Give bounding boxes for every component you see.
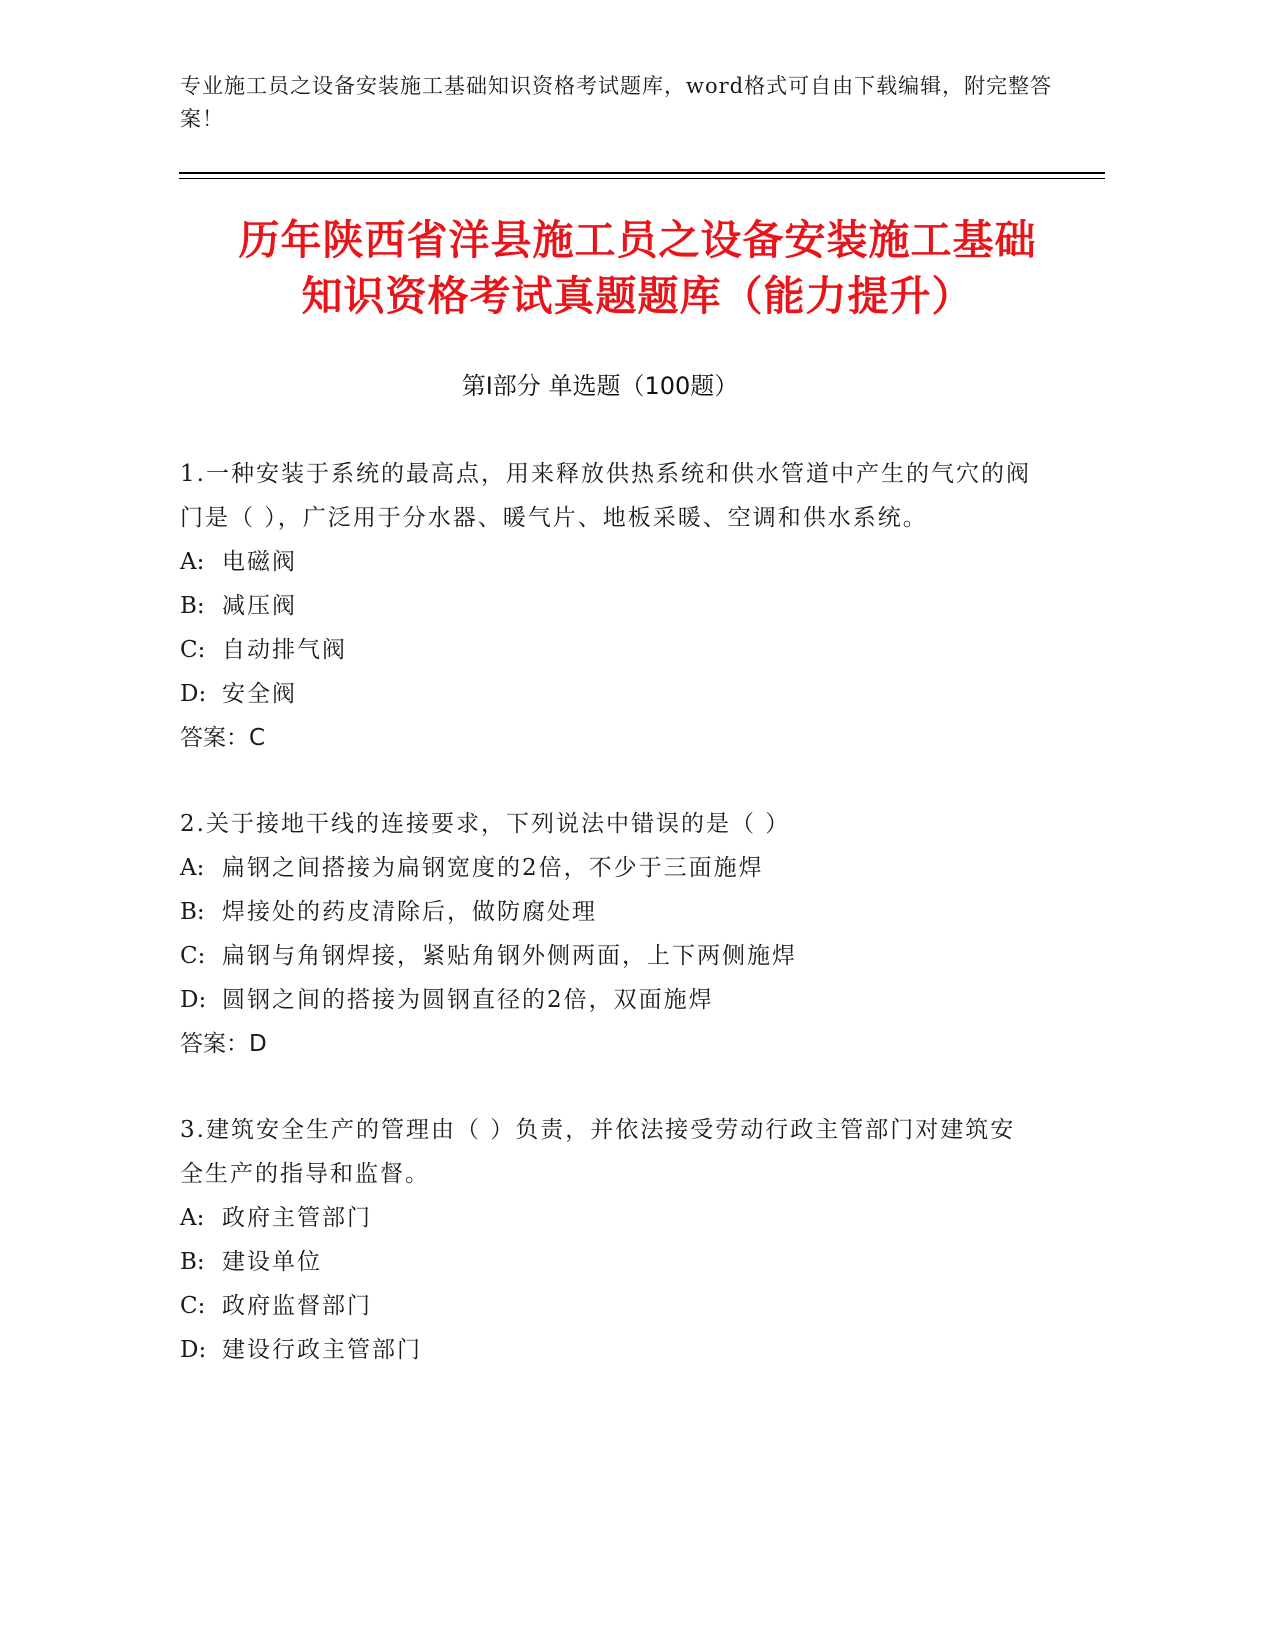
header-note: 专业施工员之设备安装施工基础知识资格考试题库，word格式可自由下载编辑，附完整答案！ (180, 74, 1053, 131)
question-list (180, 452, 1040, 1414)
answer-prefix: 答案： (180, 1031, 249, 1057)
option-c (180, 934, 1040, 978)
option-key: B: (180, 1249, 205, 1275)
question-3 (180, 1108, 1040, 1372)
option-key: B: (180, 593, 205, 619)
option-b (180, 584, 1040, 628)
document-title-line-1: 历年陕西省洋县施工员之设备安装施工基础 (238, 216, 1037, 264)
option-b (180, 1240, 1040, 1284)
option-text: 安全阀 (222, 681, 297, 707)
option-a (180, 540, 1040, 584)
option-text: 扁钢与角钢焊接，紧贴角钢外侧两面，上下两侧施焊 (222, 943, 797, 969)
section-title: 第Ⅰ部分 单选题（100题） (461, 372, 739, 400)
answer-prefix: 答案： (180, 725, 249, 751)
question-stem: 2.关于接地干线的连接要求，下列说法中错误的是（ ） (180, 811, 791, 837)
option-d (180, 978, 1040, 1022)
document-title-line-2: 知识资格考试真题题库（能力提升） (301, 272, 974, 320)
option-key: A: (180, 1205, 205, 1231)
option-text: 政府监督部门 (222, 1293, 372, 1319)
option-text: 自动排气阀 (222, 637, 347, 663)
option-text: 圆钢之间的搭接为圆钢直径的2倍，双面施焊 (222, 987, 714, 1013)
option-d (180, 672, 1040, 716)
option-key: D: (180, 1337, 207, 1363)
option-key: C: (180, 637, 206, 663)
option-text: 减压阀 (222, 593, 297, 619)
option-c (180, 1284, 1040, 1328)
header-rule-thick (179, 172, 1105, 174)
option-key: A: (180, 549, 205, 575)
option-c (180, 628, 1040, 672)
option-key: C: (180, 943, 206, 969)
question-stem: 1.一种安装于系统的最高点，用来释放供热系统和供水管道中产生的气穴的阀门是（ ），广泛用于分水器、暖气片、地板采暖、空调和供水系统。 (180, 461, 1031, 531)
option-key: B: (180, 899, 205, 925)
answer-line (180, 716, 1040, 760)
option-key: D: (180, 987, 207, 1013)
question-1 (180, 452, 1040, 760)
option-text: 政府主管部门 (222, 1205, 372, 1231)
answer-value: D (249, 1031, 267, 1057)
option-text: 建设单位 (222, 1249, 322, 1275)
option-a (180, 1196, 1040, 1240)
option-text: 建设行政主管部门 (222, 1337, 422, 1363)
answer-line (180, 1022, 1040, 1066)
option-d (180, 1328, 1040, 1372)
option-a (180, 846, 1040, 890)
option-key: C: (180, 1293, 206, 1319)
document-title (150, 212, 1125, 324)
question-2 (180, 802, 1040, 1066)
header-rule-thin (179, 178, 1105, 179)
answer-value: C (249, 725, 266, 751)
option-text: 扁钢之间搭接为扁钢宽度的2倍，不少于三面施焊 (222, 855, 764, 881)
option-text: 电磁阀 (222, 549, 297, 575)
option-key: D: (180, 681, 207, 707)
option-b (180, 890, 1040, 934)
question-stem: 3.建筑安全生产的管理由（ ）负责，并依法接受劳动行政主管部门对建筑安全生产的指导和监督。 (180, 1117, 1016, 1187)
option-key: A: (180, 855, 205, 881)
option-text: 焊接处的药皮清除后，做防腐处理 (222, 899, 597, 925)
